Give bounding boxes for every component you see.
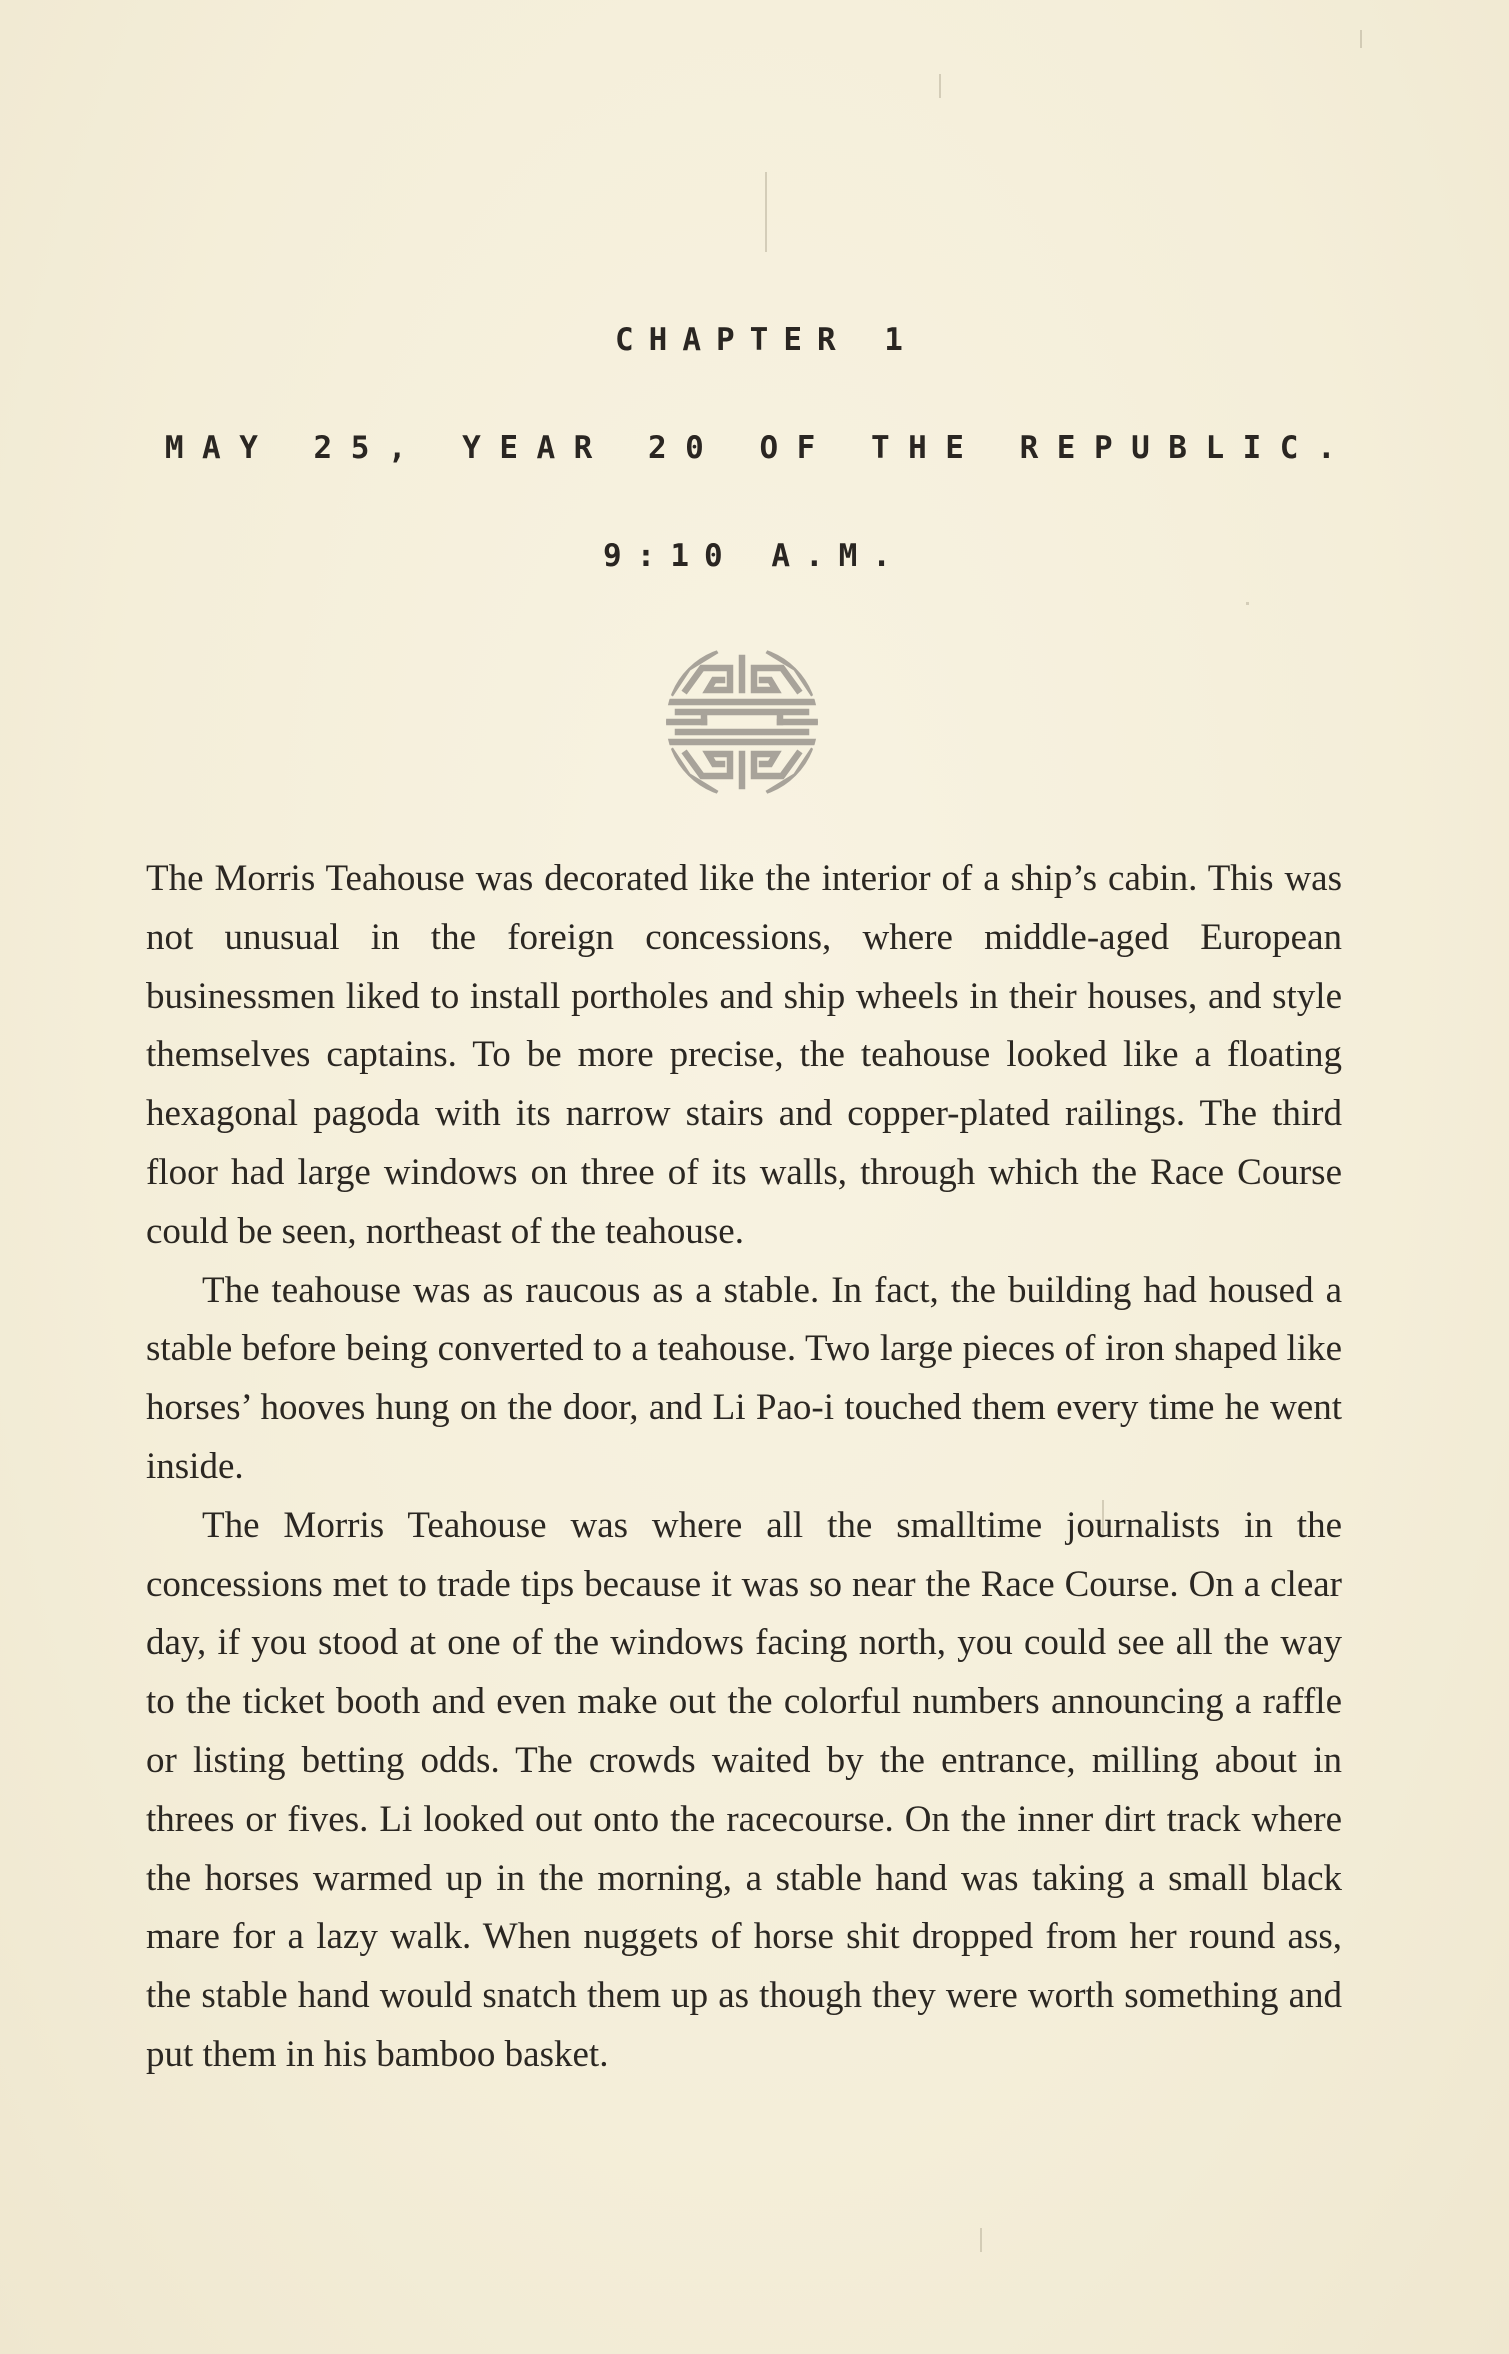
paragraph: The Morris Teahouse was decorated like the interior of a ship’s cabin. This was not unusual in the foreign concessions, where middle-aged European businessmen liked to install portholes and ship wheels in their houses, and style themselves captains. To be more precise, the teahouse looked like a floating hexagonal pagoda with its narrow stairs and copper-plated railings. The third floor had large windows on three of its walls, through which the Race Course could be seen, northeast of the teahouse. [146, 858, 1342, 1252]
paper-mark [1246, 602, 1249, 605]
paragraph: The Morris Teahouse was where all the smalltime journalists in the concessions met to trade tips because it was so near the Race Course. On a clear day, if you stood at one of the windows facing north, you could see all the way to the ticket booth and even make out the colorful numbers announcing a raffle or listing betting odds. The crowds waited by the entrance, milling about in threes or fives. Li looked out onto the racecourse. On the inner dirt track where the horses warmed up in the morning, a stable hand was taking a small black mare for a lazy walk. When nuggets of horse shit dropped from her round ass, the stable hand would snatch them up as though they were worth something and put them in his bamboo basket. [146, 1504, 1342, 2075]
chapter-body [146, 850, 1342, 2085]
paper-mark [939, 74, 941, 98]
chapter-time: 9:10 A.M. [603, 538, 906, 574]
paragraph: The teahouse was as raucous as a stable. In fact, the building had housed a stable before being converted to a teahouse. Two large pieces of iron shaped like horses’ hooves hung on the door, and Li Pao-i touched them every time he went inside. [146, 1269, 1342, 1487]
paper-mark [1360, 30, 1362, 48]
paper-mark [980, 2228, 982, 2252]
shou-longevity-symbol-icon [664, 644, 820, 800]
chapter-date: MAY 25, YEAR 20 OF THE REPUBLIC. [164, 430, 1355, 466]
paper-mark [765, 172, 767, 252]
chapter-title: CHAPTER 1 [615, 322, 918, 358]
